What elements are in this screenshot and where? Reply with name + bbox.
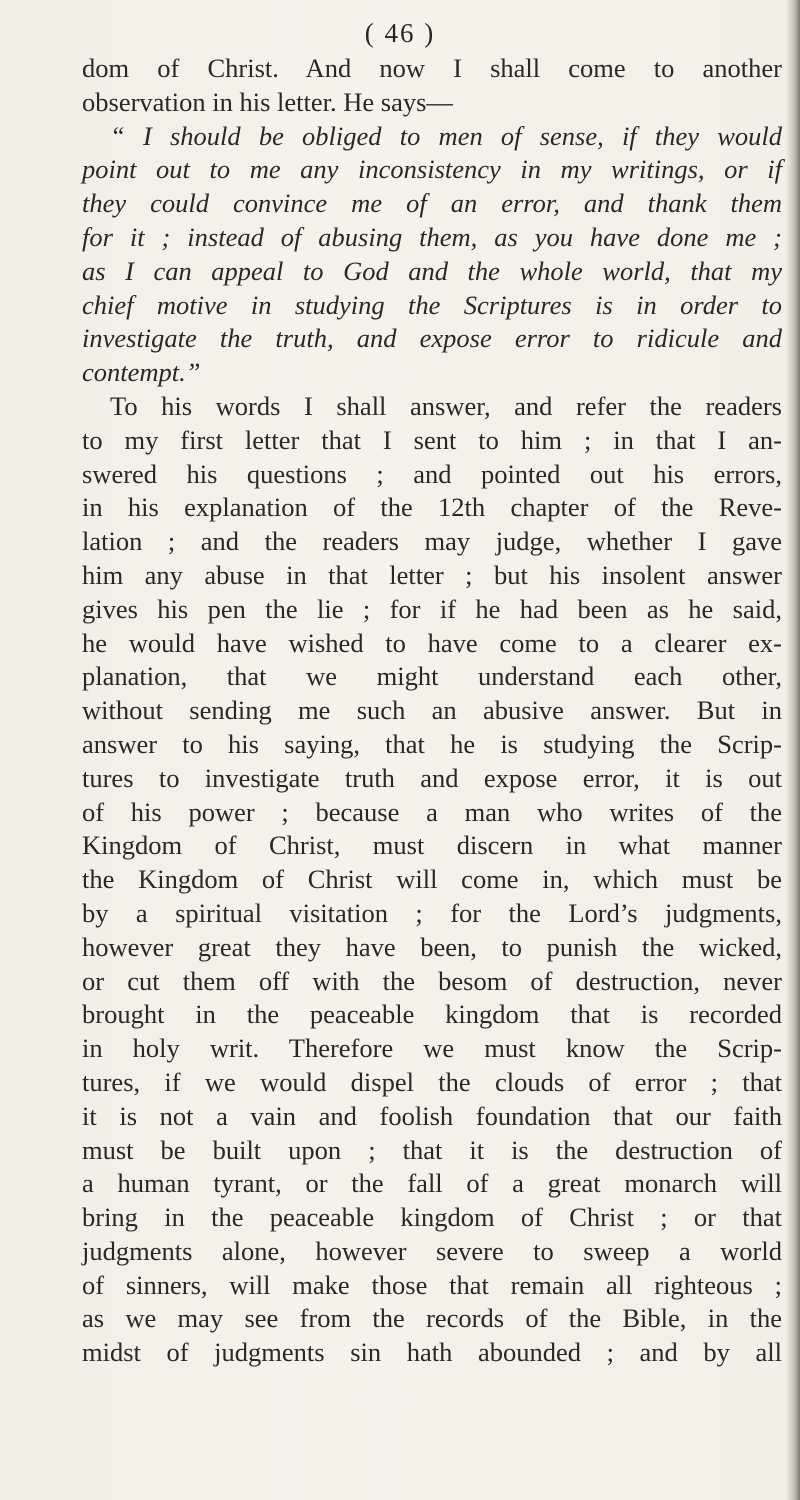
text-line: observation in his letter. He says—: [82, 86, 453, 117]
text-line: chief motive in studying the Scriptures is in order to: [82, 289, 782, 320]
text-line: however great they have been, to punish the wicked,: [82, 931, 782, 962]
text-line: in his explanation of the 12th chapter of the Reve-: [82, 492, 782, 523]
text-line: it is not a vain and foolish foundation that our faith: [82, 1100, 782, 1131]
text-line: the Kingdom of Christ will come in, which must be: [82, 864, 782, 895]
text-line: in holy writ. Therefore we must know the Scrip-: [82, 1033, 782, 1064]
text-line: without sending me such an abusive answer. But in: [82, 695, 782, 726]
text-line: dom of Christ. And now I shall come to another: [82, 53, 782, 83]
text-line: must be built upon ; that it is the destruction of: [82, 1134, 782, 1165]
text-line: gives his pen the lie ; for if he had been as he said,: [82, 593, 782, 624]
text-line: for it ; instead of abusing them, as you have done me ;: [82, 221, 782, 252]
text-line: midst of judgments sin hath abounded ; and by all: [82, 1337, 782, 1368]
text-line: answer to his saying, that he is studying the Scrip-: [82, 728, 782, 759]
page-number: ( 46 ): [364, 18, 436, 48]
text-line: contempt.”: [82, 357, 201, 388]
text-line: of sinners, will make those that remain all righteous ;: [82, 1269, 782, 1300]
text-line: investigate the truth, and expose error to ridicule and: [82, 323, 782, 354]
text-line: tures to investigate truth and expose error, it is out: [82, 762, 782, 793]
text-line: he would have wished to have come to a clearer ex-: [82, 627, 782, 658]
text-line: lation ; and the readers may judge, whether I gave: [82, 526, 782, 557]
text-line: brought in the peaceable kingdom that is recorded: [82, 999, 782, 1030]
page-edge-shadow: [786, 0, 800, 1500]
text-line: they could convince me of an error, and thank them: [82, 188, 782, 219]
text-line: him any abuse in that letter ; but his insolent answer: [82, 559, 782, 590]
text-line: to my first letter that I sent to him ; in that I an-: [82, 424, 782, 455]
text-line: To his words I shall answer, and refer the readers: [110, 390, 782, 421]
text-line: bring in the peaceable kingdom of Christ ; or that: [82, 1202, 782, 1233]
text-line: swered his questions ; and pointed out his errors,: [82, 458, 782, 489]
text-line: or cut them off with the besom of destruction, never: [82, 965, 782, 996]
text-line: tures, if we would dispel the clouds of error ; that: [82, 1066, 782, 1097]
text-line: of his power ; because a man who writes of the: [82, 796, 782, 827]
text-line: judgments alone, however severe to sweep a world: [82, 1235, 782, 1266]
text-line: Kingdom of Christ, must discern in what manner: [82, 830, 782, 861]
text-line: a human tyrant, or the fall of a great monarch will: [82, 1168, 782, 1199]
text-line: planation, that we might understand each other,: [82, 661, 782, 692]
text-line: point out to me any inconsistency in my writings, or if: [82, 154, 782, 185]
text-line: “ I should be obliged to men of sense, if they would: [110, 120, 782, 151]
body-text: [82, 52, 782, 1370]
text-line: as I can appeal to God and the whole world, that my: [82, 255, 782, 286]
text-line: as we may see from the records of the Bible, in the: [82, 1303, 782, 1334]
text-line: by a spiritual visitation ; for the Lord’s judgments,: [82, 897, 782, 928]
